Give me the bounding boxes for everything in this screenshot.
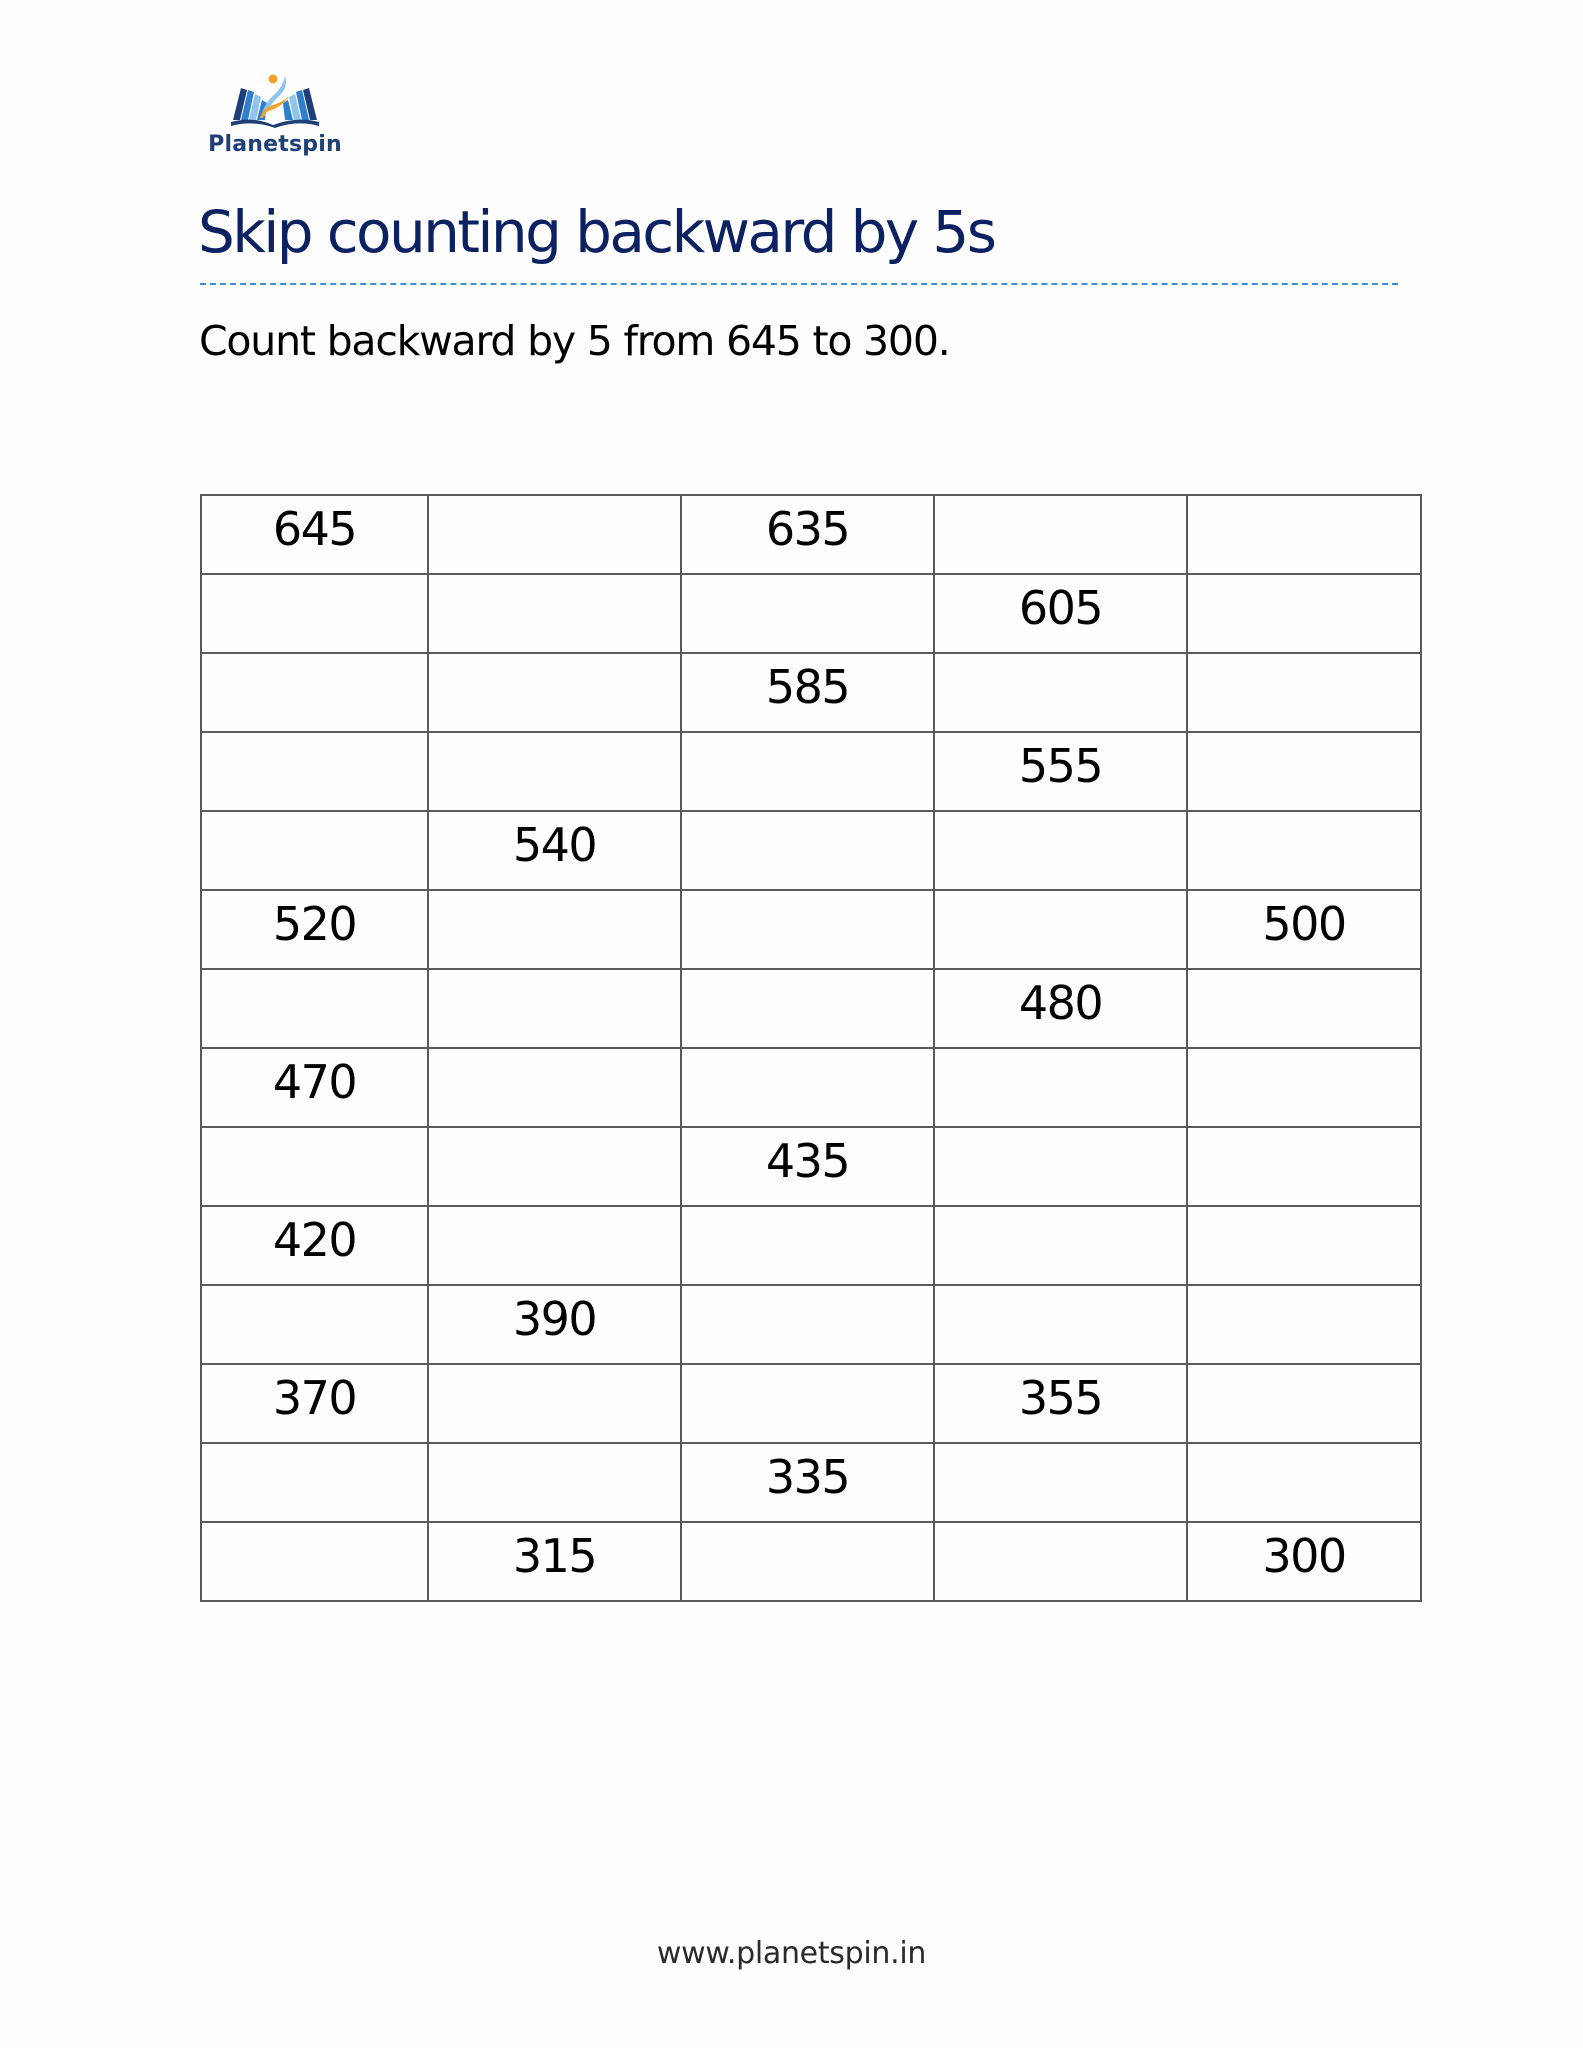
grid-cell-blank[interactable]	[681, 1048, 934, 1127]
grid-cell-blank[interactable]	[428, 653, 681, 732]
grid-row	[201, 1443, 1421, 1522]
grid-cell-blank[interactable]	[1187, 1048, 1421, 1127]
grid-cell-blank[interactable]	[201, 1127, 428, 1206]
grid-cell-blank[interactable]	[201, 1285, 428, 1364]
grid-cell-blank[interactable]	[934, 1206, 1187, 1285]
grid-row	[201, 969, 1421, 1048]
grid-body	[201, 495, 1421, 1601]
grid-cell-given	[201, 495, 428, 574]
grid-cell-blank[interactable]	[681, 574, 934, 653]
grid-cell-value: 555	[1018, 738, 1103, 793]
grid-cell-blank[interactable]	[681, 1285, 934, 1364]
grid-row	[201, 1364, 1421, 1443]
grid-row	[201, 811, 1421, 890]
grid-cell-value: 520	[272, 896, 357, 951]
grid-cell-value: 335	[765, 1449, 850, 1504]
grid-cell-given	[201, 890, 428, 969]
grid-cell-blank[interactable]	[428, 969, 681, 1048]
grid-row	[201, 1048, 1421, 1127]
grid-row	[201, 1206, 1421, 1285]
grid-cell-given	[201, 1048, 428, 1127]
grid-cell-value: 420	[272, 1212, 357, 1267]
grid-cell-given	[934, 732, 1187, 811]
grid-cell-value: 470	[272, 1054, 357, 1109]
grid-cell-blank[interactable]	[201, 811, 428, 890]
grid-cell-value: 370	[272, 1370, 357, 1425]
grid-cell-blank[interactable]	[934, 1285, 1187, 1364]
planetspin-logo	[205, 70, 345, 170]
grid-cell-blank[interactable]	[201, 653, 428, 732]
grid-cell-blank[interactable]	[1187, 811, 1421, 890]
grid-cell-given	[681, 653, 934, 732]
grid-cell-value: 390	[512, 1291, 597, 1346]
grid-cell-given	[681, 1443, 934, 1522]
grid-cell-blank[interactable]	[428, 1443, 681, 1522]
grid-cell-blank[interactable]	[1187, 732, 1421, 811]
open-book-person-icon	[227, 70, 323, 128]
grid-cell-value: 315	[512, 1528, 597, 1583]
logo-wordmark: Planetspin	[208, 132, 342, 157]
grid-cell-blank[interactable]	[1187, 1127, 1421, 1206]
grid-cell-blank[interactable]	[201, 969, 428, 1048]
grid-cell-blank[interactable]	[1187, 574, 1421, 653]
grid-row	[201, 653, 1421, 732]
grid-cell-given	[201, 1364, 428, 1443]
grid-cell-blank[interactable]	[428, 1127, 681, 1206]
grid-cell-blank[interactable]	[428, 890, 681, 969]
grid-cell-blank[interactable]	[428, 1048, 681, 1127]
grid-cell-blank[interactable]	[1187, 1364, 1421, 1443]
grid-cell-blank[interactable]	[201, 1443, 428, 1522]
grid-row	[201, 732, 1421, 811]
grid-cell-blank[interactable]	[681, 732, 934, 811]
grid-cell-given	[934, 574, 1187, 653]
skip-count-grid	[200, 494, 1422, 1602]
grid-cell-blank[interactable]	[934, 495, 1187, 574]
grid-cell-given	[681, 1127, 934, 1206]
instruction-text: Count backward by 5 from 645 to 300.	[199, 317, 950, 365]
grid-row	[201, 890, 1421, 969]
grid-cell-blank[interactable]	[201, 732, 428, 811]
grid-row	[201, 495, 1421, 574]
grid-row	[201, 1285, 1421, 1364]
grid-cell-blank[interactable]	[934, 811, 1187, 890]
grid-cell-blank[interactable]	[1187, 653, 1421, 732]
grid-cell-blank[interactable]	[1187, 1443, 1421, 1522]
grid-cell-blank[interactable]	[681, 969, 934, 1048]
worksheet-title: Skip counting backward by 5s	[198, 198, 995, 266]
grid-cell-blank[interactable]	[428, 495, 681, 574]
grid-cell-blank[interactable]	[681, 811, 934, 890]
grid-cell-given	[934, 969, 1187, 1048]
grid-cell-value: 635	[765, 501, 850, 556]
grid-cell-blank[interactable]	[934, 1127, 1187, 1206]
grid-cell-blank[interactable]	[934, 1522, 1187, 1601]
grid-row	[201, 574, 1421, 653]
grid-cell-given	[428, 1285, 681, 1364]
grid-cell-value: 540	[512, 817, 597, 872]
grid-cell-given	[1187, 1522, 1421, 1601]
grid-cell-value: 500	[1262, 896, 1346, 951]
grid-cell-blank[interactable]	[201, 1522, 428, 1601]
title-divider	[200, 283, 1398, 285]
grid-cell-given	[201, 1206, 428, 1285]
grid-cell-blank[interactable]	[428, 1364, 681, 1443]
grid-cell-blank[interactable]	[934, 890, 1187, 969]
grid-cell-blank[interactable]	[201, 574, 428, 653]
grid-cell-value: 300	[1262, 1528, 1346, 1583]
grid-cell-blank[interactable]	[681, 1364, 934, 1443]
grid-cell-given	[1187, 890, 1421, 969]
grid-cell-given	[428, 1522, 681, 1601]
grid-cell-blank[interactable]	[428, 732, 681, 811]
grid-cell-blank[interactable]	[934, 1048, 1187, 1127]
grid-cell-value: 355	[1018, 1370, 1103, 1425]
grid-cell-blank[interactable]	[1187, 495, 1421, 574]
grid-cell-value: 605	[1018, 580, 1103, 635]
grid-cell-value: 480	[1018, 975, 1103, 1030]
grid-cell-given	[934, 1364, 1187, 1443]
grid-cell-given	[428, 811, 681, 890]
grid-cell-blank[interactable]	[934, 653, 1187, 732]
grid-cell-blank[interactable]	[1187, 969, 1421, 1048]
grid-cell-blank[interactable]	[1187, 1285, 1421, 1364]
grid-cell-value: 585	[765, 659, 850, 714]
grid-cell-blank[interactable]	[681, 1522, 934, 1601]
grid-cell-blank[interactable]	[934, 1443, 1187, 1522]
grid-cell-blank[interactable]	[428, 574, 681, 653]
grid-cell-blank[interactable]	[681, 1206, 934, 1285]
footer-website: www.planetspin.in	[656, 1936, 927, 1971]
grid-cell-blank[interactable]	[1187, 1206, 1421, 1285]
grid-cell-value: 435	[765, 1133, 850, 1188]
grid-cell-blank[interactable]	[428, 1206, 681, 1285]
grid-cell-value: 645	[272, 501, 357, 556]
grid-row	[201, 1522, 1421, 1601]
grid-cell-blank[interactable]	[681, 890, 934, 969]
grid-cell-given	[681, 495, 934, 574]
grid-row	[201, 1127, 1421, 1206]
